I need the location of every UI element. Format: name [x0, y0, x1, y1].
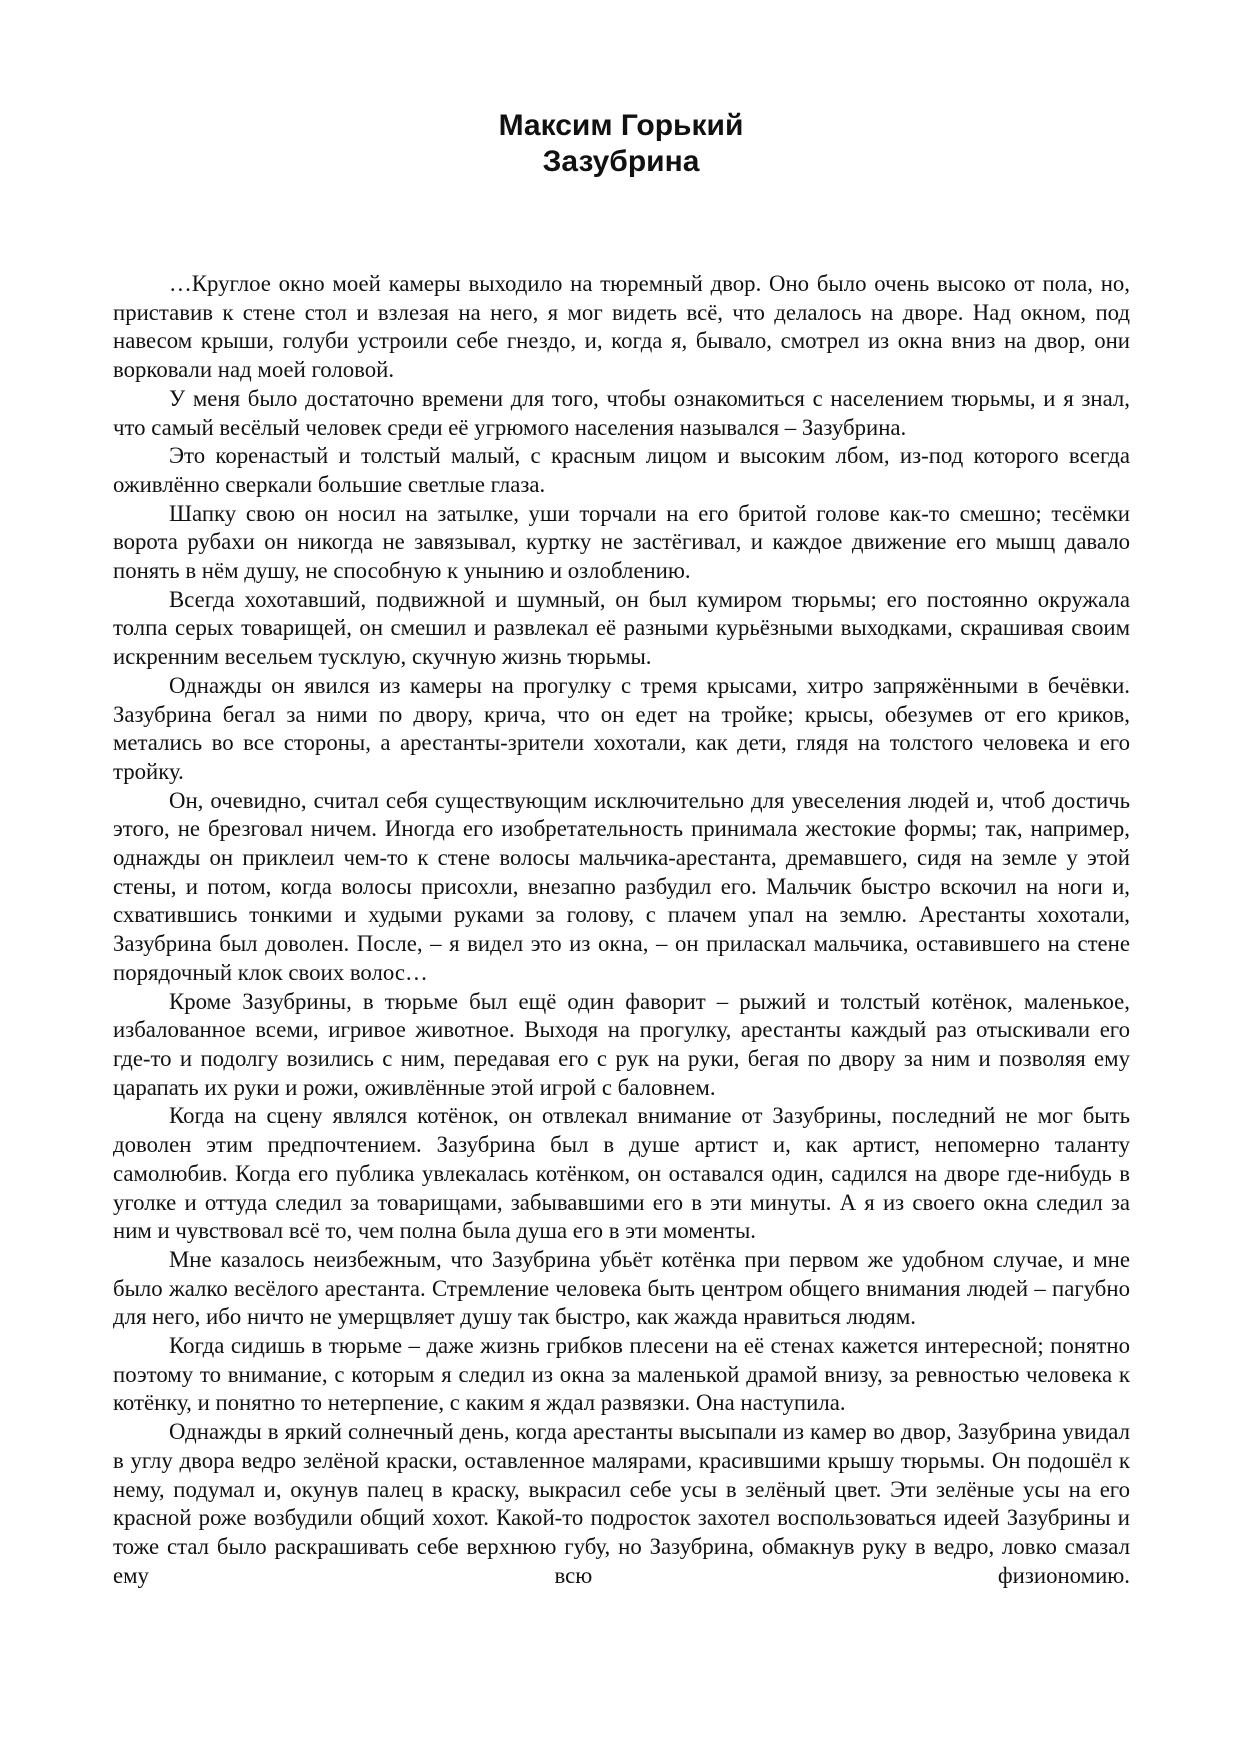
- author-name: Максим Горький: [498, 109, 744, 142]
- paragraph: Всегда хохотавший, подвижной и шумный, он был кумиром тюрьмы; его постоянно окружала толпа серых товарищей, он смешил и развлекал её разными курьёзными выходками, скрашивая своим искренним весельем тусклую, скучную жизнь тюрьмы.: [113, 586, 1130, 670]
- paragraph: Однажды в яркий солнечный день, когда арестанты высыпали из камер во двор, Зазубрина увидал в углу двора ведро зелёной краски, оставленное малярами, красившими крышу тюрьмы. Он подошёл к нему, подумал и, окунув палец в краску, выкрасил себе усы в зелёный цвет. Эти зелёные усы на его красной роже возбудили общий хохот. Какой-то подросток захотел воспользоваться идеей Зазубрины и тоже стал было раскрашивать себе верхнюю губу, но Зазубрина, обмакнув руку в ведро, ловко смазал ему всю физиономию.: [113, 1419, 1130, 1588]
- paragraph: Однажды он явился из камеры на прогулку с тремя крысами, хитро запряжёнными в бечёвки. Зазубрина бегал за ними по двору, крича, что он едет на тройке; крысы, обезумев от его криков, метались во все стороны, а арестанты-зрители хохотали, как дети, глядя на толстого человека и его тройку.: [113, 672, 1130, 784]
- paragraph: У меня было достаточно времени для того, чтобы ознакомиться с населением тюрьмы, и я знал, что самый весёлый человек среди её угрюмого населения назывался – Зазубрина.: [113, 385, 1130, 440]
- body-text: [113, 270, 1130, 1590]
- story-title: Зазубрина: [542, 145, 700, 178]
- paragraph: …Круглое окно моей камеры выходило на тюремный двор. Оно было очень высоко от пола, но, приставив к стене стол и взлезая на него, я мог видеть всё, что делалось на дворе. Над окном, под навесом крыши, голуби устроили себе гнездо, и, когда я, бывало, смотрел из окна вниз на двор, они ворковали над моей головой.: [113, 271, 1130, 383]
- paragraph: Когда сидишь в тюрьме – даже жизнь грибков плесени на её стенах кажется интересной; понятно поэтому то внимание, с которым я следил из окна за маленькой драмой внизу, за ревностью человека к котёнку, и понятно то нетерпение, с каким я ждал развязки. Она наступила.: [113, 1333, 1130, 1416]
- paragraph: Когда на сцену являлся котёнок, он отвлекал внимание от Зазубрины, последний не мог быть доволен этим предпочтением. Зазубрина был в душе артист и, как артист, непомерно таланту самолюбив. Когда его публика увлекалась котёнком, он оставался один, садился на дворе где-нибудь в уголке и оттуда следил за товарищами, забывавшими его в эти минуты. А я из своего окна следил за ним и чувствовал всё то, чем полна была душа его в эти моменты.: [113, 1103, 1130, 1244]
- paragraph: Мне казалось неизбежным, что Зазубрина убьёт котёнка при первом же удобном случае, и мне было жалко весёлого арестанта. Стремление человека быть центром общего внимания людей – пагубно для него, ибо ничто не умерщвляет душу так быстро, как жажда нравиться людям.: [113, 1246, 1130, 1330]
- paragraph: Он, очевидно, считал себя существующим исключительно для увеселения людей и, чтоб достичь этого, не брезговал ничем. Иногда его изобретательность принимала жестокие формы; так, например, однажды он приклеил чем-то к стене волосы мальчика-арестанта, дремавшего, сидя на земле у этой стены, и потом, когда волосы присохли, внезапно разбудил его. Мальчик быстро вскочил на ноги и, схватившись тонкими и худыми руками за голову, с плачем упал на землю. Арестанты хохотали, Зазубрина был доволен. После, – я видел это из окна, – он приласкал мальчика, оставившего на стене порядочный клок своих волос…: [113, 787, 1130, 985]
- paragraph: Это коренастый и толстый малый, с красным лицом и высоким лбом, из-под которого всегда оживлённо сверкали большие светлые глаза.: [113, 443, 1130, 497]
- paragraph: Кроме Зазубрины, в тюрьме был ещё один фаворит – рыжий и толстый котёнок, маленькое, избалованное всеми, игривое животное. Выходя на прогулку, арестанты каждый раз отыскивали его где-то и подолгу возились с ним, передавая его с рук на руки, бегая по двору за ним и позволяя ему царапать их руки и рожи, оживлённые этой игрой с баловнем.: [113, 988, 1130, 1100]
- title-block: [0, 108, 1242, 180]
- paragraph: Шапку свою он носил на затылке, уши торчали на его бритой голове как-то смешно; тесёмки ворота рубахи он никогда не завязывал, куртку не застёгивал, и каждое движение его мышц давало понять в нём душу, не способную к унынию и озлоблению.: [113, 500, 1130, 584]
